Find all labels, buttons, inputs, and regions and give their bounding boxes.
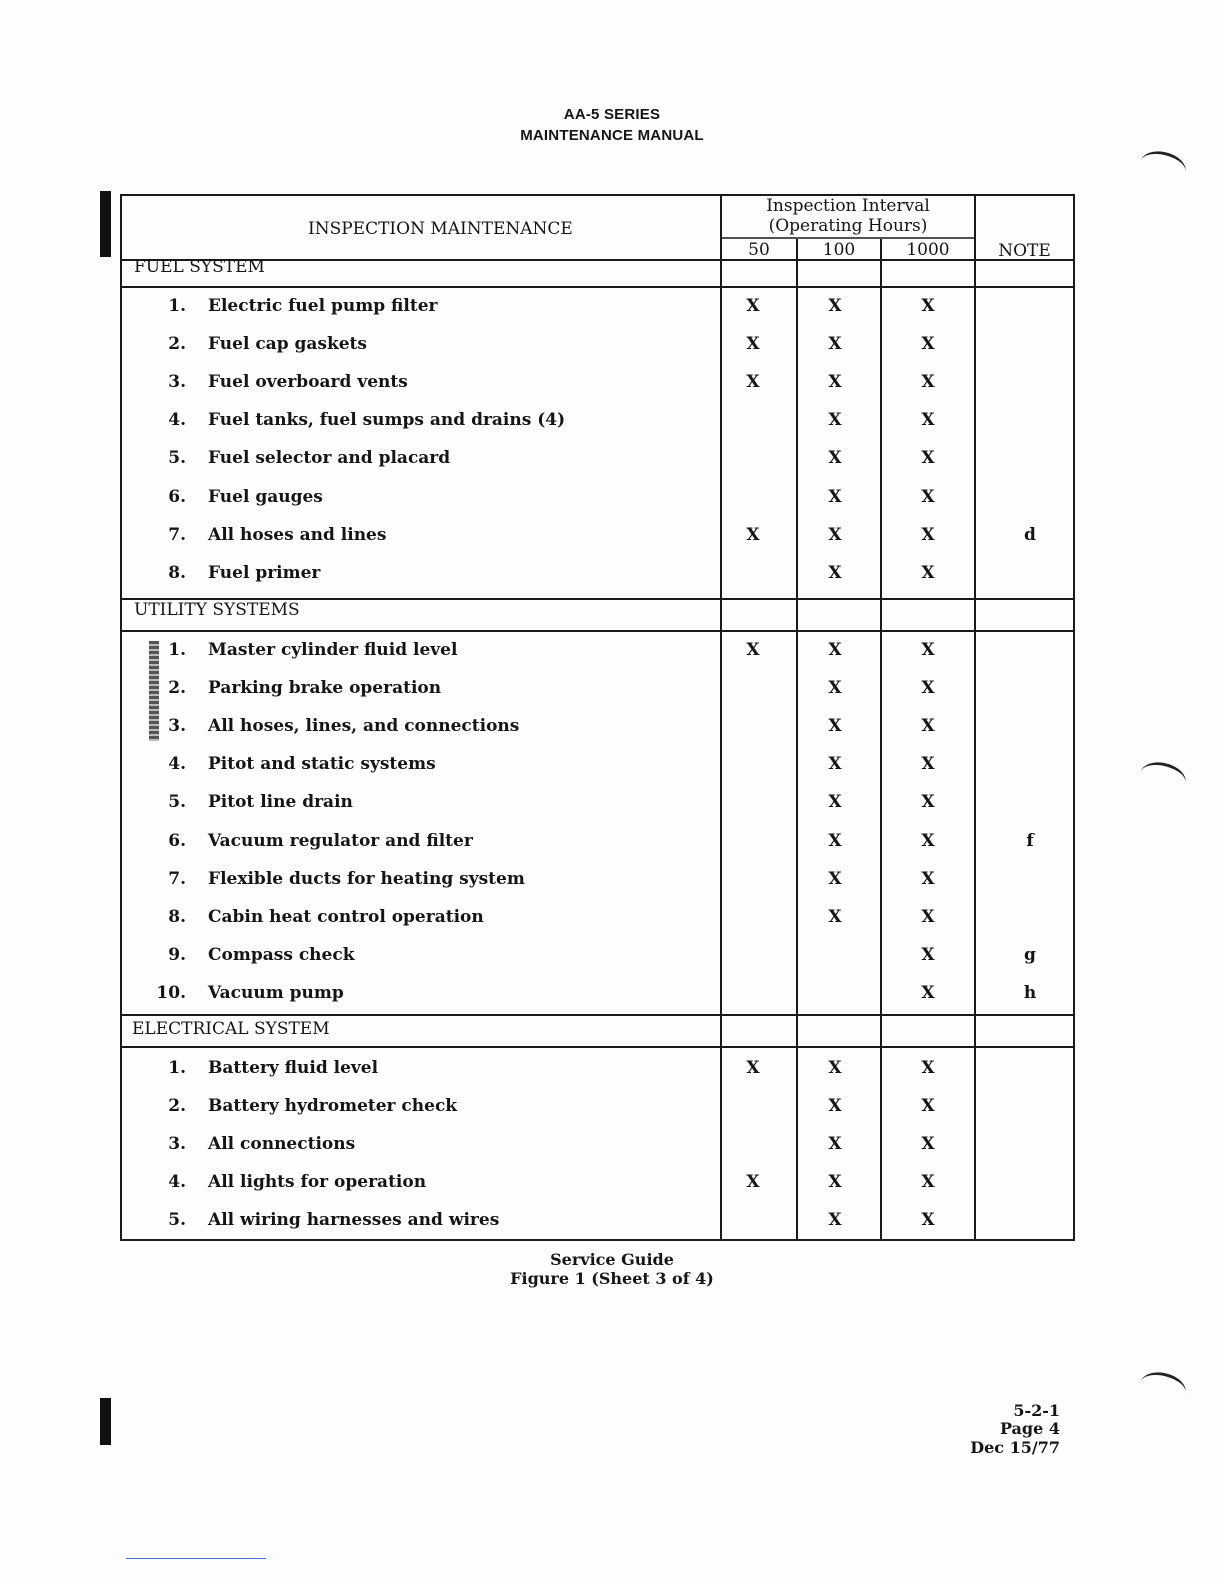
- item-label: Pitot line drain: [208, 792, 353, 812]
- check-mark-100-hours: X: [828, 448, 842, 468]
- column-1000-hours: 1000: [906, 240, 950, 260]
- check-mark-1000-hours: X: [921, 640, 935, 660]
- item-number: 6.: [168, 487, 186, 507]
- check-mark-100-hours: X: [828, 334, 842, 354]
- check-mark-50-hours: X: [746, 334, 760, 354]
- item-label: All wiring harnesses and wires: [208, 1210, 500, 1230]
- binder-clip-top: [1137, 147, 1189, 186]
- check-mark-100-hours: X: [828, 410, 842, 430]
- check-mark-100-hours: X: [828, 1172, 842, 1192]
- note-reference: h: [1023, 983, 1037, 1003]
- check-mark-1000-hours: X: [921, 831, 935, 851]
- item-label: Battery hydrometer check: [208, 1096, 458, 1116]
- check-mark-1000-hours: X: [921, 525, 935, 545]
- note-reference: g: [1024, 945, 1036, 965]
- footer-section-number: 5-2-1: [1013, 1401, 1060, 1420]
- item-number: 6.: [168, 831, 186, 851]
- check-mark-100-hours: X: [828, 678, 842, 698]
- revision-bar-bottom: [100, 1398, 111, 1445]
- item-number: 7.: [168, 869, 186, 889]
- item-label: Compass check: [208, 945, 355, 965]
- item-number: 9.: [168, 945, 186, 965]
- note-reference: d: [1024, 525, 1036, 545]
- item-number: 3.: [168, 1134, 186, 1154]
- check-mark-50-hours: X: [746, 525, 760, 545]
- item-label: All hoses and lines: [208, 525, 387, 545]
- item-label: Battery fluid level: [208, 1058, 379, 1078]
- check-mark-100-hours: X: [828, 1058, 842, 1078]
- item-number: 1.: [168, 1058, 186, 1078]
- table-title: INSPECTION MAINTENANCE: [308, 219, 573, 239]
- check-mark-100-hours: X: [828, 754, 842, 774]
- item-label: All lights for operation: [208, 1172, 427, 1192]
- check-mark-50-hours: X: [746, 296, 760, 316]
- item-label: Fuel primer: [208, 563, 321, 583]
- item-number: 2.: [168, 334, 186, 354]
- check-mark-1000-hours: X: [921, 1134, 935, 1154]
- check-mark-1000-hours: X: [921, 1210, 935, 1230]
- check-mark-1000-hours: X: [921, 792, 935, 812]
- bottom-rule: [126, 1558, 266, 1559]
- check-mark-1000-hours: X: [921, 334, 935, 354]
- item-number: 8.: [168, 907, 186, 927]
- item-label: All hoses, lines, and connections: [208, 716, 520, 736]
- section-fuel-system: FUEL SYSTEM: [134, 257, 265, 277]
- check-mark-100-hours: X: [828, 792, 842, 812]
- check-mark-50-hours: X: [746, 1058, 760, 1078]
- check-mark-1000-hours: X: [921, 678, 935, 698]
- check-mark-1000-hours: X: [921, 563, 935, 583]
- check-mark-100-hours: X: [828, 525, 842, 545]
- check-mark-1000-hours: X: [921, 716, 935, 736]
- check-mark-100-hours: X: [828, 487, 842, 507]
- item-number: 8.: [168, 563, 186, 583]
- check-mark-1000-hours: X: [921, 754, 935, 774]
- check-mark-100-hours: X: [828, 831, 842, 851]
- check-mark-100-hours: X: [828, 907, 842, 927]
- check-mark-100-hours: X: [828, 1210, 842, 1230]
- check-mark-1000-hours: X: [921, 945, 935, 965]
- binder-clip-bottom: [1137, 1368, 1189, 1407]
- check-mark-100-hours: X: [828, 1134, 842, 1154]
- check-mark-1000-hours: X: [921, 1096, 935, 1116]
- manual-title: MAINTENANCE MANUAL: [520, 127, 704, 144]
- item-label: Master cylinder fluid level: [208, 640, 458, 660]
- item-number: 1.: [168, 296, 186, 316]
- check-mark-1000-hours: X: [921, 487, 935, 507]
- item-label: Electric fuel pump filter: [208, 296, 438, 316]
- item-label: Cabin heat control operation: [208, 907, 484, 927]
- check-mark-100-hours: X: [828, 640, 842, 660]
- check-mark-1000-hours: X: [921, 1058, 935, 1078]
- check-mark-50-hours: X: [746, 640, 760, 660]
- item-label: Fuel overboard vents: [208, 372, 408, 392]
- check-mark-1000-hours: X: [921, 410, 935, 430]
- item-number: 7.: [168, 525, 186, 545]
- note-column-header: NOTE: [998, 241, 1051, 261]
- footer-revision-date: Dec 15/77: [970, 1438, 1060, 1457]
- interval-header: Inspection Interval: [766, 196, 930, 216]
- item-number: 3.: [168, 372, 186, 392]
- item-label: Fuel selector and placard: [208, 448, 451, 468]
- item-number: 5.: [168, 792, 186, 812]
- check-mark-1000-hours: X: [921, 372, 935, 392]
- item-number: 5.: [168, 1210, 186, 1230]
- manual-series-title: AA-5 SERIES: [563, 106, 661, 123]
- item-label: Pitot and static systems: [208, 754, 436, 774]
- item-number: 5.: [168, 448, 186, 468]
- column-100-hours: 100: [822, 240, 856, 260]
- section-electrical-system: ELECTRICAL SYSTEM: [132, 1019, 330, 1039]
- item-label: Fuel gauges: [208, 487, 323, 507]
- check-mark-1000-hours: X: [921, 869, 935, 889]
- note-reference: f: [1026, 831, 1034, 851]
- item-number: 4.: [168, 754, 186, 774]
- check-mark-100-hours: X: [828, 296, 842, 316]
- check-mark-100-hours: X: [828, 1096, 842, 1116]
- item-label: Fuel tanks, fuel sumps and drains (4): [208, 410, 566, 430]
- check-mark-1000-hours: X: [921, 296, 935, 316]
- check-mark-50-hours: X: [746, 372, 760, 392]
- check-mark-50-hours: X: [746, 1172, 760, 1192]
- revision-bar-top: [100, 191, 111, 257]
- check-mark-1000-hours: X: [921, 907, 935, 927]
- check-mark-1000-hours: X: [921, 448, 935, 468]
- check-mark-100-hours: X: [828, 869, 842, 889]
- item-number: 10.: [156, 983, 186, 1003]
- check-mark-1000-hours: X: [921, 983, 935, 1003]
- figure-caption-sheet: Figure 1 (Sheet 3 of 4): [510, 1269, 714, 1288]
- check-mark-100-hours: X: [828, 563, 842, 583]
- item-number: 2.: [168, 1096, 186, 1116]
- item-number: 1.: [168, 640, 186, 660]
- item-label: Vacuum regulator and filter: [208, 831, 473, 851]
- footer-page-number: Page 4: [999, 1419, 1060, 1438]
- item-number: 3.: [168, 716, 186, 736]
- check-mark-100-hours: X: [828, 716, 842, 736]
- check-mark-1000-hours: X: [921, 1172, 935, 1192]
- interval-subheader: (Operating Hours): [768, 216, 928, 236]
- binder-clip-middle: [1137, 758, 1189, 797]
- check-mark-100-hours: X: [828, 372, 842, 392]
- item-number: 2.: [168, 678, 186, 698]
- figure-caption-title: Service Guide: [550, 1250, 674, 1269]
- item-label: Flexible ducts for heating system: [208, 869, 525, 889]
- item-label: Fuel cap gaskets: [208, 334, 367, 354]
- item-label: Vacuum pump: [208, 983, 344, 1003]
- item-number: 4.: [168, 410, 186, 430]
- item-label: Parking brake operation: [208, 678, 442, 698]
- column-50-hours: 50: [748, 240, 770, 260]
- section-utility-systems: UTILITY SYSTEMS: [134, 600, 300, 620]
- item-number: 4.: [168, 1172, 186, 1192]
- item-label: All connections: [208, 1134, 356, 1154]
